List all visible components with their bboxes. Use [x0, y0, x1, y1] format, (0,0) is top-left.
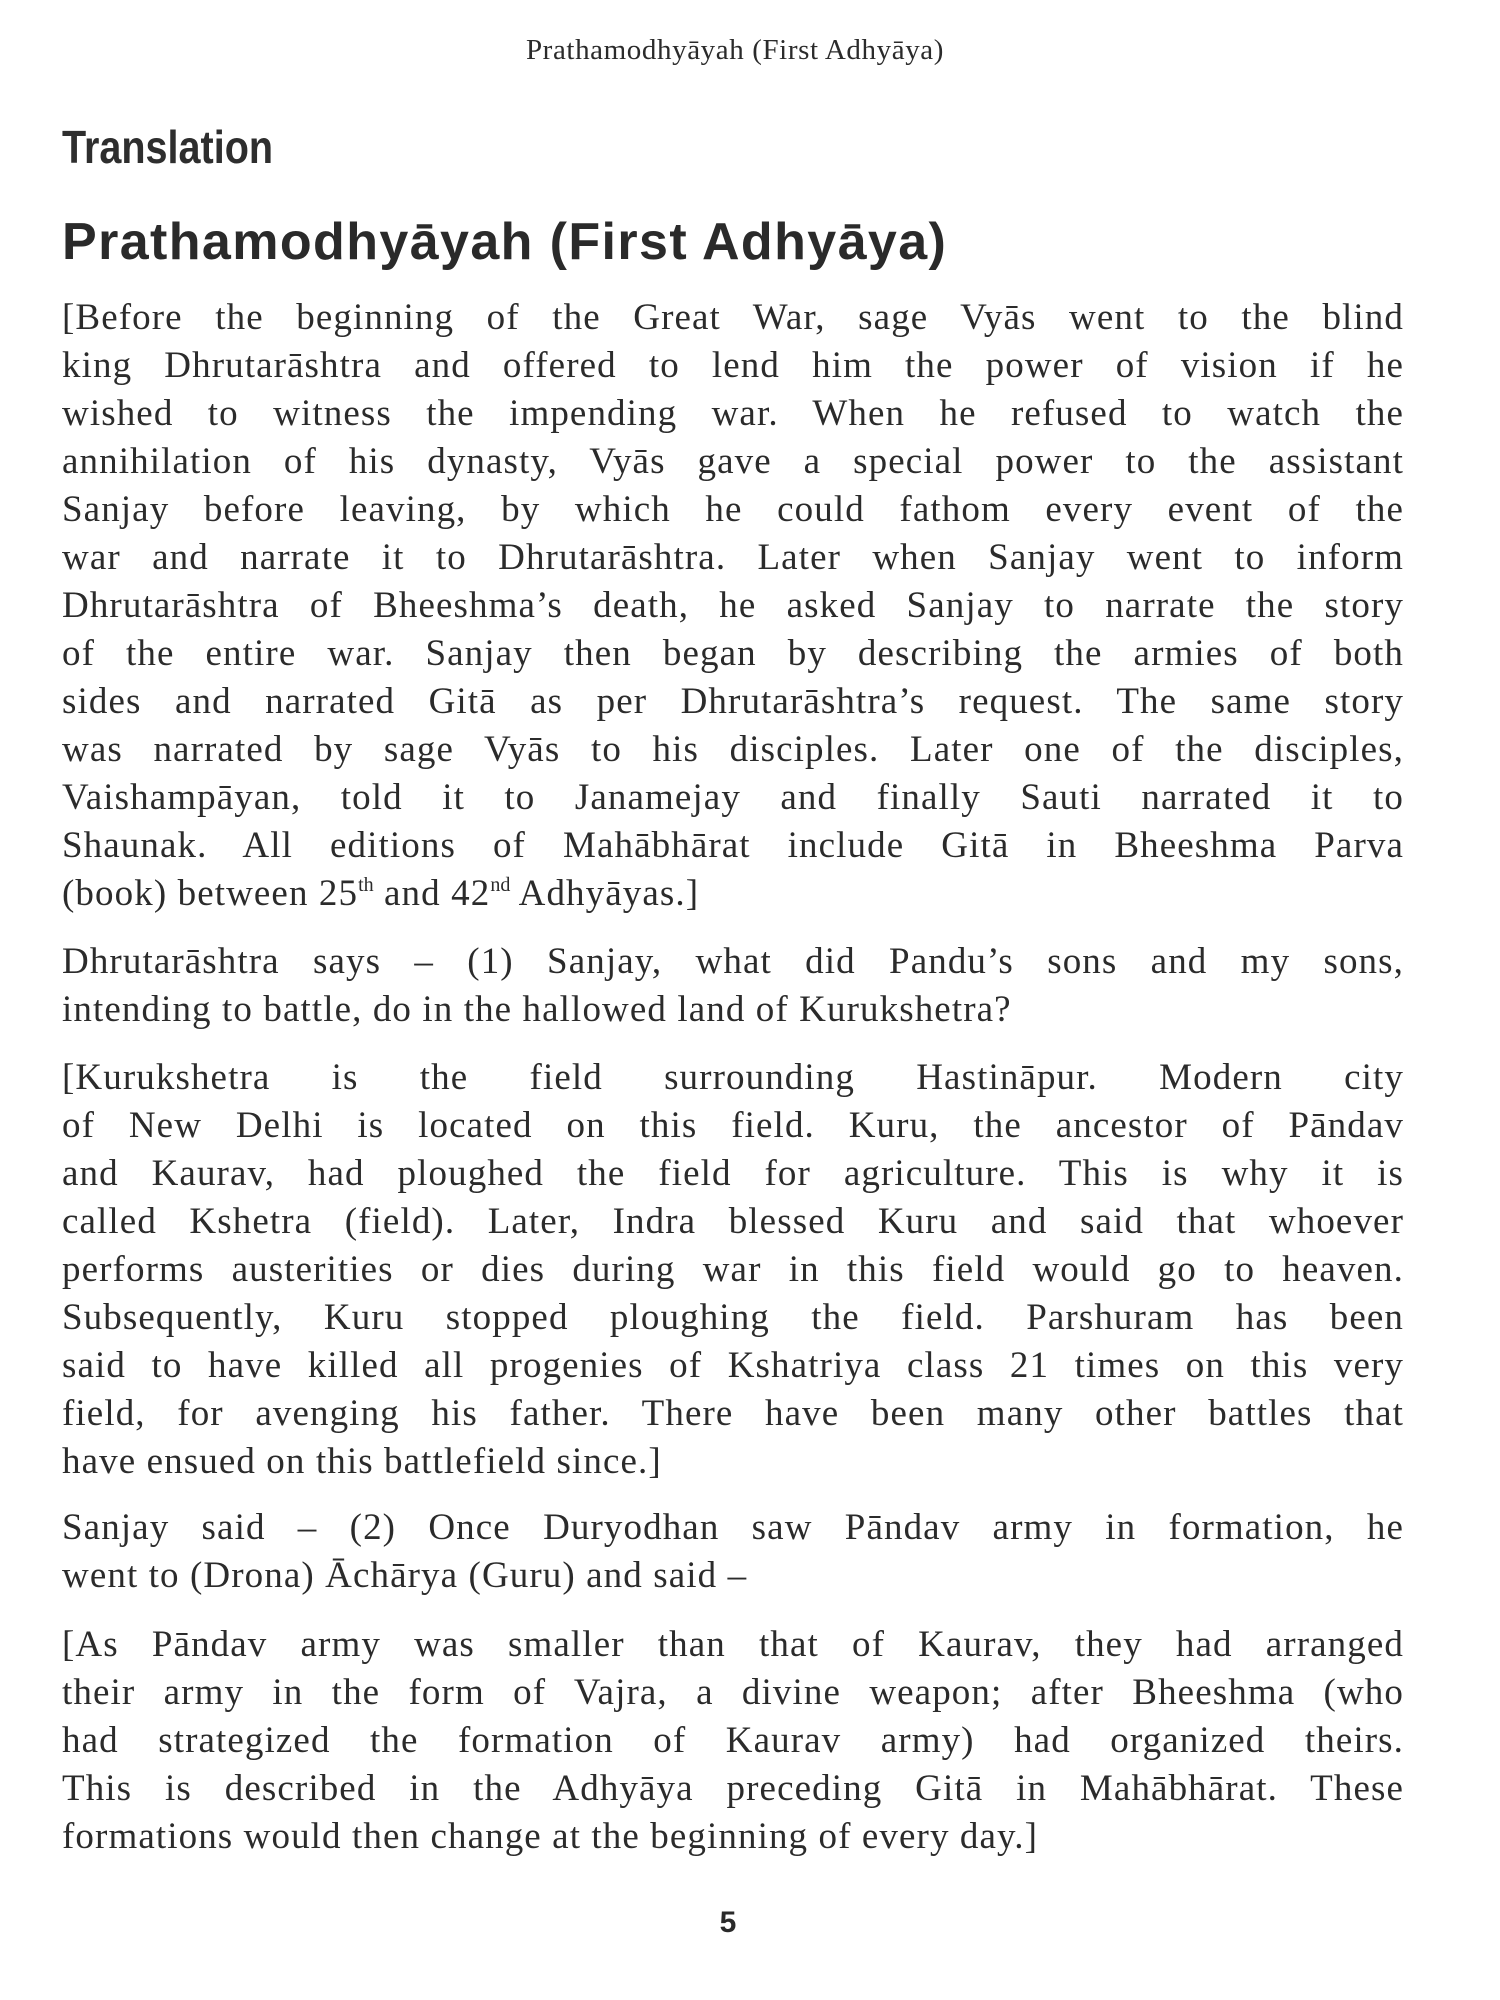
- text-line: Dhrutarāshtra of Bheeshma’s death, he asked Sanjay to narrate the story: [62, 585, 1404, 626]
- text-run: and 42: [373, 873, 491, 914]
- text-line: [62, 870, 1404, 918]
- text-line: [Kurukshetra is the field surrounding Hastināpur. Modern city: [62, 1057, 1404, 1098]
- text-run: Adhyāyas.]: [510, 873, 700, 914]
- paragraph-kurukshetra-note: [62, 1054, 1404, 1486]
- text-line: war and narrate it to Dhrutarāshtra. Later when Sanjay went to inform: [62, 537, 1404, 578]
- text-line: [As Pāndav army was smaller than that of Kaurav, they had arranged: [62, 1624, 1404, 1665]
- text-line: Subsequently, Kuru stopped ploughing the field. Parshuram has been: [62, 1297, 1404, 1338]
- chapter-title: Prathamodhyāyah (First Adhyāya): [62, 213, 948, 271]
- paragraph-intro: [62, 294, 1404, 918]
- paragraph-verse-1: [62, 938, 1404, 1034]
- text-line: sides and narrated Gitā as per Dhrutarāshtra’s request. The same story: [62, 681, 1404, 722]
- text-line: Sanjay before leaving, by which he could fathom every event of the: [62, 489, 1404, 530]
- text-line: had strategized the formation of Kaurav army) had organized theirs.: [62, 1720, 1404, 1761]
- text-line: intending to battle, do in the hallowed land of Kurukshetra?: [62, 989, 1012, 1030]
- text-line: wished to witness the impending war. When he refused to watch the: [62, 393, 1404, 434]
- superscript-ordinal: th: [358, 874, 374, 896]
- text-line: annihilation of his dynasty, Vyās gave a special power to the assistant: [62, 441, 1404, 482]
- text-line: was narrated by sage Vyās to his disciples. Later one of the disciples,: [62, 729, 1404, 770]
- text-line: called Kshetra (field). Later, Indra blessed Kuru and said that whoever: [62, 1201, 1404, 1242]
- text-line: Vaishampāyan, told it to Janamejay and finally Sauti narrated it to: [62, 777, 1404, 818]
- text-line: and Kaurav, had ploughed the field for agriculture. This is why it is: [62, 1153, 1404, 1194]
- text-line: went to (Drona) Āchārya (Guru) and said –: [62, 1555, 748, 1596]
- page-number: 5: [719, 1906, 737, 1939]
- text-line: said to have killed all progenies of Kshatriya class 21 times on this very: [62, 1345, 1404, 1386]
- text-line: king Dhrutarāshtra and offered to lend him the power of vision if he: [62, 345, 1404, 386]
- text-line: Sanjay said – (2) Once Duryodhan saw Pāndav army in formation, he: [62, 1507, 1404, 1548]
- text-line: performs austerities or dies during war in this field would go to heaven.: [62, 1249, 1404, 1290]
- text-line: of the entire war. Sanjay then began by describing the armies of both: [62, 633, 1404, 674]
- text-line: [Before the beginning of the Great War, sage Vyās went to the blind: [62, 297, 1404, 338]
- running-head: Prathamodhyāyah (First Adhyāya): [525, 34, 945, 66]
- text-line: of New Delhi is located on this field. Kuru, the ancestor of Pāndav: [62, 1105, 1404, 1146]
- text-line: field, for avenging his father. There have been many other battles that: [62, 1393, 1404, 1434]
- text-line: their army in the form of Vajra, a divine weapon; after Bheeshma (who: [62, 1672, 1404, 1713]
- text-line: Shaunak. All editions of Mahābhārat include Gitā in Bheeshma Parva: [62, 825, 1404, 866]
- text-line: have ensued on this battlefield since.]: [62, 1441, 662, 1482]
- paragraph-verse-2: [62, 1504, 1404, 1600]
- superscript-ordinal: nd: [490, 874, 511, 896]
- text-line: Dhrutarāshtra says – (1) Sanjay, what did Pandu’s sons and my sons,: [62, 941, 1404, 982]
- section-heading-translation: Translation: [62, 121, 274, 173]
- text-line: This is described in the Adhyāya preceding Gitā in Mahābhārat. These: [62, 1768, 1404, 1809]
- paragraph-formation-note: [62, 1621, 1404, 1861]
- text-line: formations would then change at the beginning of every day.]: [62, 1816, 1038, 1857]
- text-run: (book) between 25: [62, 873, 359, 914]
